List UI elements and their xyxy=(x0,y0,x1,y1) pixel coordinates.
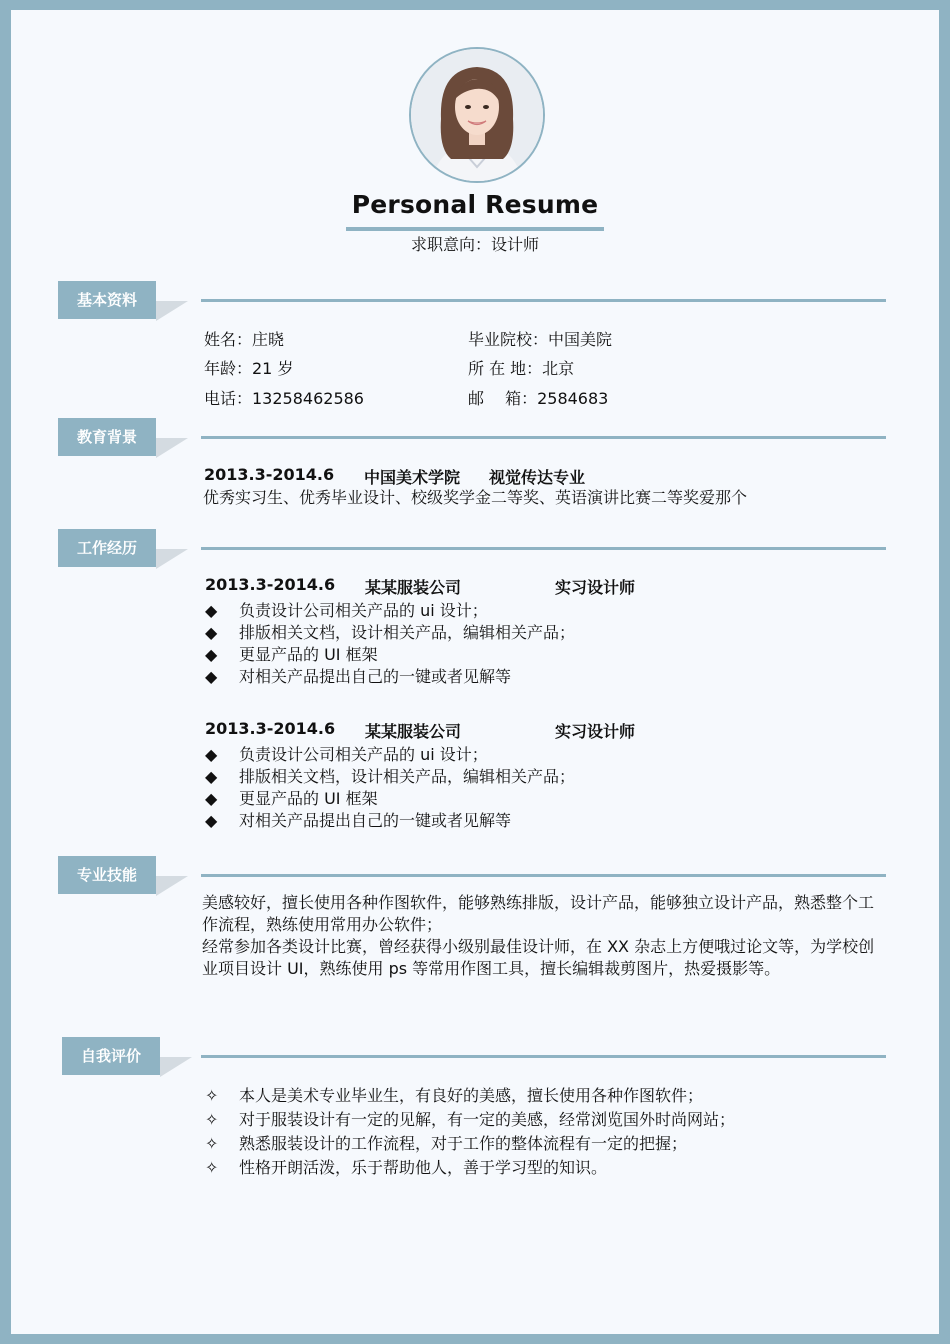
edu-date: 2013.3-2014.6 xyxy=(204,465,335,484)
section-divider xyxy=(201,436,886,439)
self-eval-item: ✧ 本人是美术专业毕业生，有良好的美感，擅长使用各种作图软件； xyxy=(205,1086,704,1105)
location-field: 所 在 地：北京 xyxy=(468,359,575,378)
resume-title: Personal Resume xyxy=(351,190,599,219)
job-bullet: ◆ 负责设计公司相关产品的 ui 设计； xyxy=(205,601,488,620)
section-divider xyxy=(201,299,886,302)
sparkle-bullet-icon: ✧ xyxy=(205,1086,219,1105)
section-fold xyxy=(160,1057,192,1077)
resume-page xyxy=(11,10,939,1334)
avatar xyxy=(409,47,545,183)
diamond-bullet-icon: ◆ xyxy=(205,623,218,642)
age-field: 年龄：21 岁 xyxy=(204,359,294,378)
diamond-bullet-icon: ◆ xyxy=(205,601,218,620)
job-bullet: ◆ 对相关产品提出自己的一键或者见解等 xyxy=(205,811,512,830)
edu-description: 优秀实习生、优秀毕业设计、校级奖学金二等奖、英语演讲比赛二等奖爱那个 xyxy=(203,488,748,507)
self-eval-item: ✧ 熟悉服装设计的工作流程，对于工作的整体流程有一定的把握； xyxy=(205,1134,688,1153)
section-divider xyxy=(201,547,886,550)
job-bullet: ◆ 更显产品的 UI 框架 xyxy=(205,789,378,808)
sparkle-bullet-icon: ✧ xyxy=(205,1134,219,1153)
diamond-bullet-icon: ◆ xyxy=(205,789,218,808)
edu-major: 视觉传达专业 xyxy=(489,468,586,487)
diamond-bullet-icon: ◆ xyxy=(205,811,218,830)
diamond-bullet-icon: ◆ xyxy=(205,667,218,686)
section-tag-education: 教育背景 xyxy=(58,418,156,456)
job-company: 某某服装公司 xyxy=(365,578,462,597)
section-tag-work: 工作经历 xyxy=(58,529,156,567)
section-fold xyxy=(156,549,188,569)
skills-paragraph-1: 美感较好，擅长使用各种作图软件，能够熟练排版，设计产品，能够独立设计产品，熟悉整个工作流程，熟练使用常用办公软件； xyxy=(202,893,875,934)
section-divider xyxy=(201,1055,886,1058)
section-fold xyxy=(156,301,188,321)
phone-field: 电话：13258462586 xyxy=(204,389,364,408)
diamond-bullet-icon: ◆ xyxy=(205,767,218,786)
job-bullet: ◆ 排版相关文档，设计相关产品，编辑相关产品； xyxy=(205,767,576,786)
section-tag-self-eval: 自我评价 xyxy=(62,1037,160,1075)
section-tag-skills: 专业技能 xyxy=(58,856,156,894)
self-eval-item: ✧ 对于服装设计有一定的见解，有一定的美感，经常浏览国外时尚网站； xyxy=(205,1110,736,1129)
section-tag-basic: 基本资料 xyxy=(58,281,156,319)
job-role: 实习设计师 xyxy=(555,578,636,597)
edu-school: 中国美术学院 xyxy=(364,468,461,487)
section-fold xyxy=(156,876,188,896)
diamond-bullet-icon: ◆ xyxy=(205,745,218,764)
sparkle-bullet-icon: ✧ xyxy=(205,1158,219,1177)
job-company: 某某服装公司 xyxy=(365,722,462,741)
job-bullet: ◆ 对相关产品提出自己的一键或者见解等 xyxy=(205,667,512,686)
job-bullet: ◆ 负责设计公司相关产品的 ui 设计； xyxy=(205,745,488,764)
job-role: 实习设计师 xyxy=(555,722,636,741)
diamond-bullet-icon: ◆ xyxy=(205,645,218,664)
skills-paragraph-2: 经常参加各类设计比赛，曾经获得小级别最佳设计师，在 XX 杂志上方便哦过论文等，为学校创业项目设计 UI，熟练使用 ps 等常用作图工具，擅长编辑裁剪图片，热爱摄影等。 xyxy=(202,937,875,978)
email-field: 邮 箱：2584683 xyxy=(468,389,609,408)
job-date: 2013.3-2014.6 xyxy=(205,575,336,594)
job-bullet: ◆ 更显产品的 UI 框架 xyxy=(205,645,378,664)
school-field: 毕业院校：中国美院 xyxy=(468,330,613,349)
job-objective: 求职意向：设计师 xyxy=(410,235,539,254)
title-underline xyxy=(346,227,604,231)
section-divider xyxy=(201,874,886,877)
job-bullet: ◆ 排版相关文档，设计相关产品，编辑相关产品； xyxy=(205,623,576,642)
section-fold xyxy=(156,438,188,458)
self-eval-item: ✧ 性格开朗活泼，乐于帮助他人，善于学习型的知识。 xyxy=(205,1158,608,1177)
name-field: 姓名：庄晓 xyxy=(204,330,285,349)
sparkle-bullet-icon: ✧ xyxy=(205,1110,219,1129)
job-date: 2013.3-2014.6 xyxy=(205,719,336,738)
